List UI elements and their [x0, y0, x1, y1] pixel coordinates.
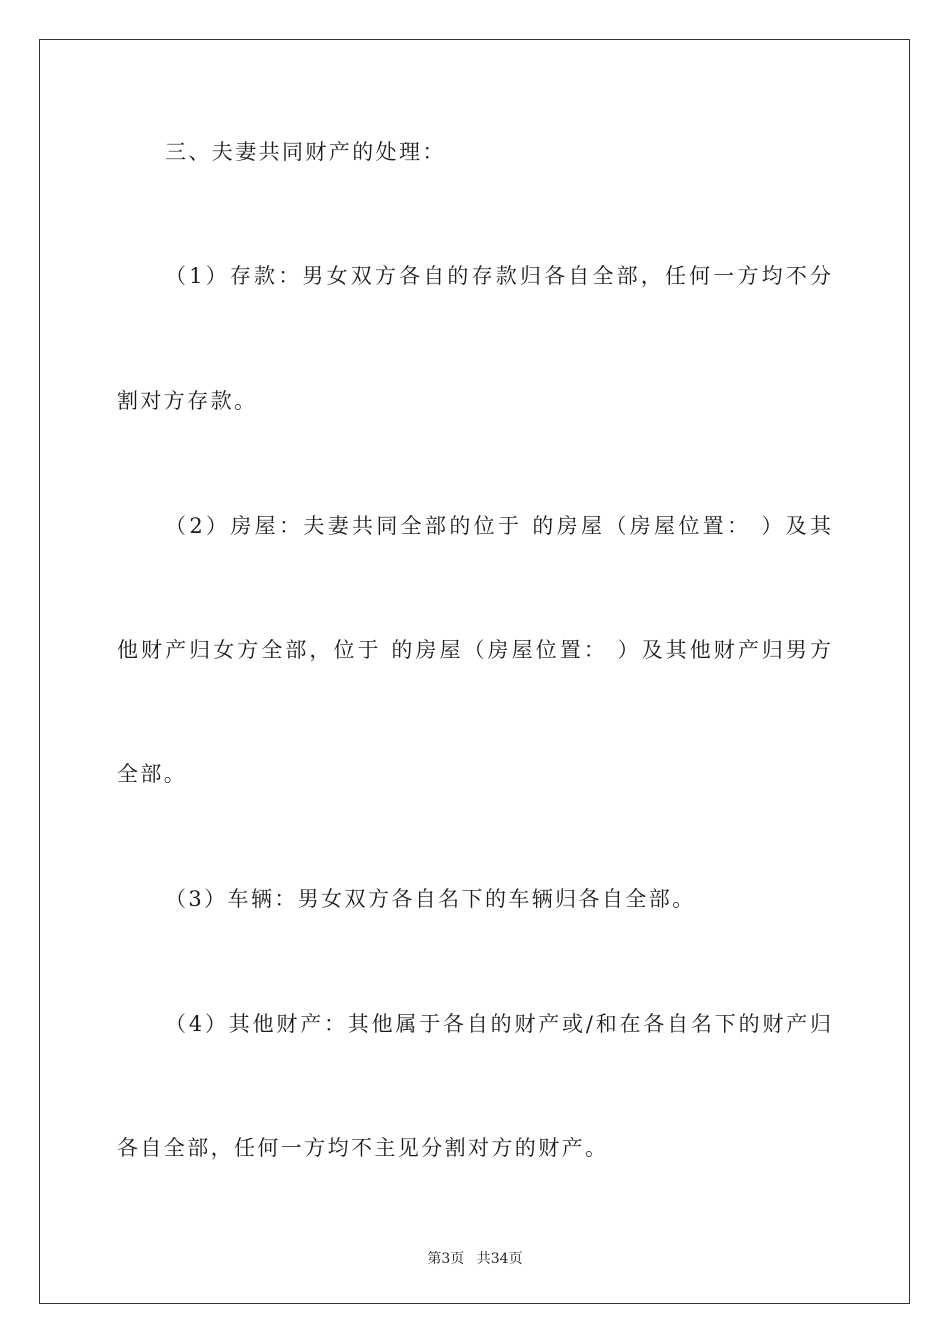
paragraph-house-line-2: 他财产归女方全部，位于 的房屋（房屋位置： ）及其他财产归男方	[117, 638, 831, 662]
section-heading: 三、夫妻共同财产的处理：	[165, 140, 446, 164]
page-border	[39, 39, 910, 1304]
paragraph-deposit-line-2: 割对方存款。	[117, 389, 258, 413]
paragraph-vehicle: （3）车辆：男女双方各自名下的车辆归各自全部。	[165, 887, 696, 911]
paragraph-house-line-1: （2）房屋：夫妻共同全部的位于 的房屋（房屋位置： ）及其	[165, 514, 831, 538]
page-current: 第3页	[427, 1251, 465, 1267]
paragraph-other-line-2: 各自全部，任何一方均不主见分割对方的财产。	[117, 1136, 609, 1160]
page-footer	[0, 1248, 950, 1268]
paragraph-house-line-3: 全部。	[117, 762, 188, 786]
paragraph-other-line-1: （4）其他财产：其他属于各自的财产或/和在各自名下的财产归	[165, 1012, 831, 1036]
paragraph-deposit-line-1: （1）存款：男女双方各自的存款归各自全部，任何一方均不分	[165, 264, 831, 288]
page-total: 共34页	[476, 1251, 523, 1267]
